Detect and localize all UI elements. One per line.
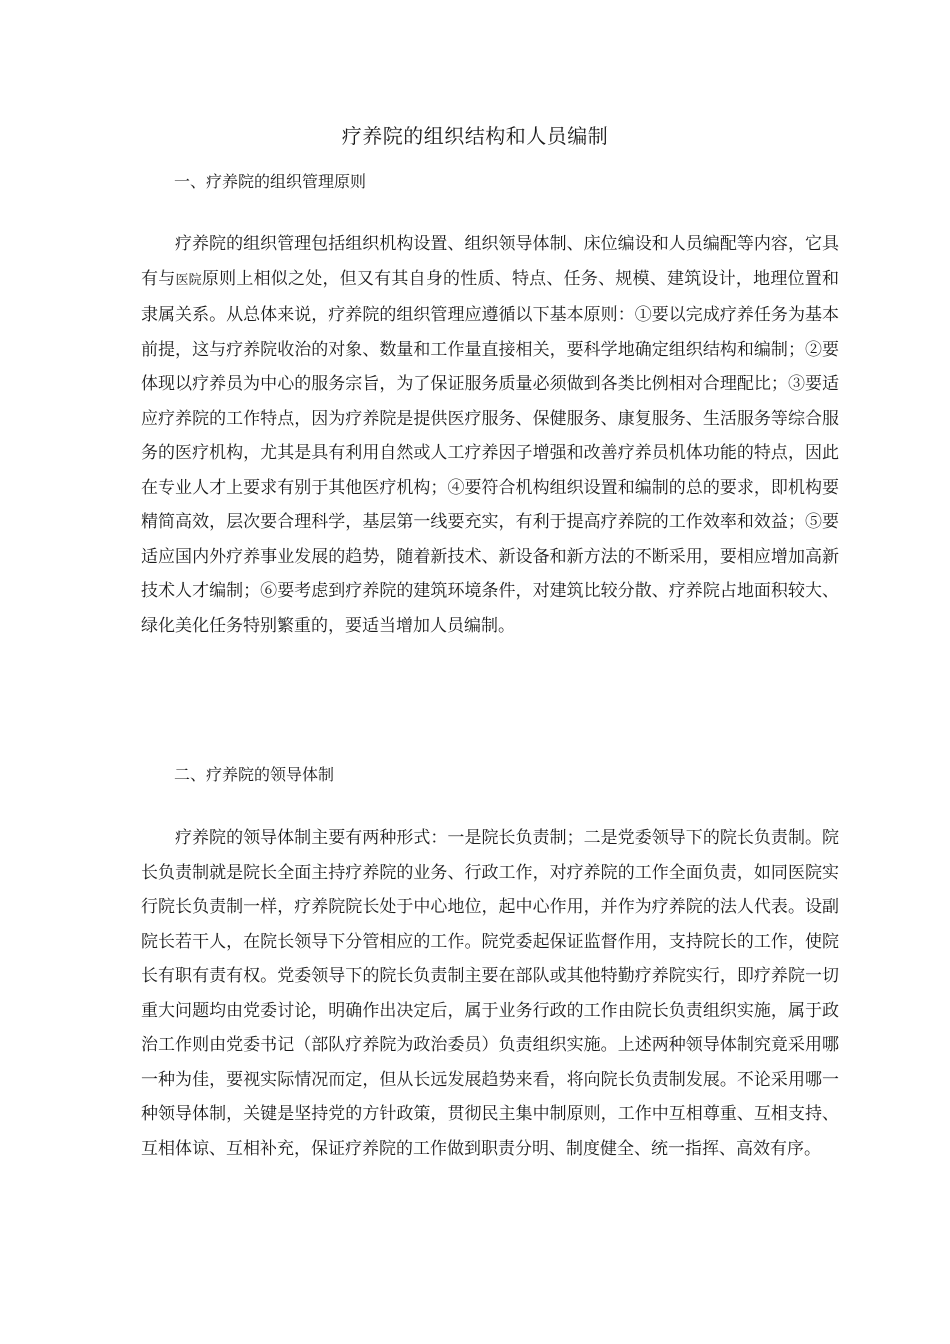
paragraph-text: 疗养院的组织管理包括组织机构设置、组织领导体制、床位编设和人员编配等内容，它具有与	[141, 234, 839, 289]
section-heading-1: 一、疗养院的组织管理原则	[174, 172, 367, 191]
section-heading-2: 二、疗养院的领导体制	[174, 765, 335, 784]
document-title: 疗养院的组织结构和人员编制	[341, 124, 609, 148]
section-paragraph-1	[141, 227, 839, 643]
paragraph-inline-small-text: 医院	[175, 272, 202, 288]
paragraph-text: 原则上相似之处，但又有其自身的性质、特点、任务、规模、建筑设计，地理位置和隶属关系。从总体来说，疗养院的组织管理应遵循以下基本原则：①要以完成疗养任务为基本前提，这与疗养院收治的对象、数量和工作量直接相关，要科学地确定组织结构和编制；②要体现以疗养员为中心的服务宗旨，为了保证服务质量必须做到各类比例相对合理配比；③要适应疗养院的工作特点，因为疗养院是提供医疗服务、保健服务、康复服务、生活服务等综合服务的医疗机构，尤其是具有利用自然或人工疗养因子增强和改善疗养员机体功能的特点，因此在专业人才上要求有别于其他医疗机构；④要符合机构组织设置和编制的总的要求，即机构要精简高效，层次要合理科学，基层第一线要充实，有利于提高疗养院的工作效率和效益；⑤要适应国内外疗养事业发展的趋势，随着新技术、新设备和新方法的不断采用，要相应增加高新技术人才编制；⑥要考虑到疗养院的建筑环境条件，对建筑比较分散、疗养院占地面积较大、绿化美化任务特别繁重的，要适当增加人员编制。	[141, 268, 839, 636]
section-paragraph-2: 疗养院的领导体制主要有两种形式：一是院长负责制；二是党委领导下的院长负责制。院长负责制就是院长全面主持疗养院的业务、行政工作，对疗养院的工作全面负责，如同医院实行院长负责制一样，疗养院院长处于中心地位，起中心作用，并作为疗养院的法人代表。设副院长若干人，在院长领导下分管相应的工作。院党委起保证监督作用，支持院长的工作，使院长有职有责有权。党委领导下的院长负责制主要在部队或其他特勤疗养院实行，即疗养院一切重大问题均由党委讨论，明确作出决定后，属于业务行政的工作由院长负责组织实施，属于政治工作则由党委书记（部队疗养院为政治委员）负责组织实施。上述两种领导体制究竟采用哪一种为佳，要视实际情况而定，但从长远发展趋势来看，将向院长负责制发展。不论采用哪一种领导体制，关键是坚持党的方针政策，贯彻民主集中制原则，工作中互相尊重、互相支持、互相体谅、互相补充，保证疗养院的工作做到职责分明、制度健全、统一指挥、高效有序。	[141, 828, 839, 1159]
